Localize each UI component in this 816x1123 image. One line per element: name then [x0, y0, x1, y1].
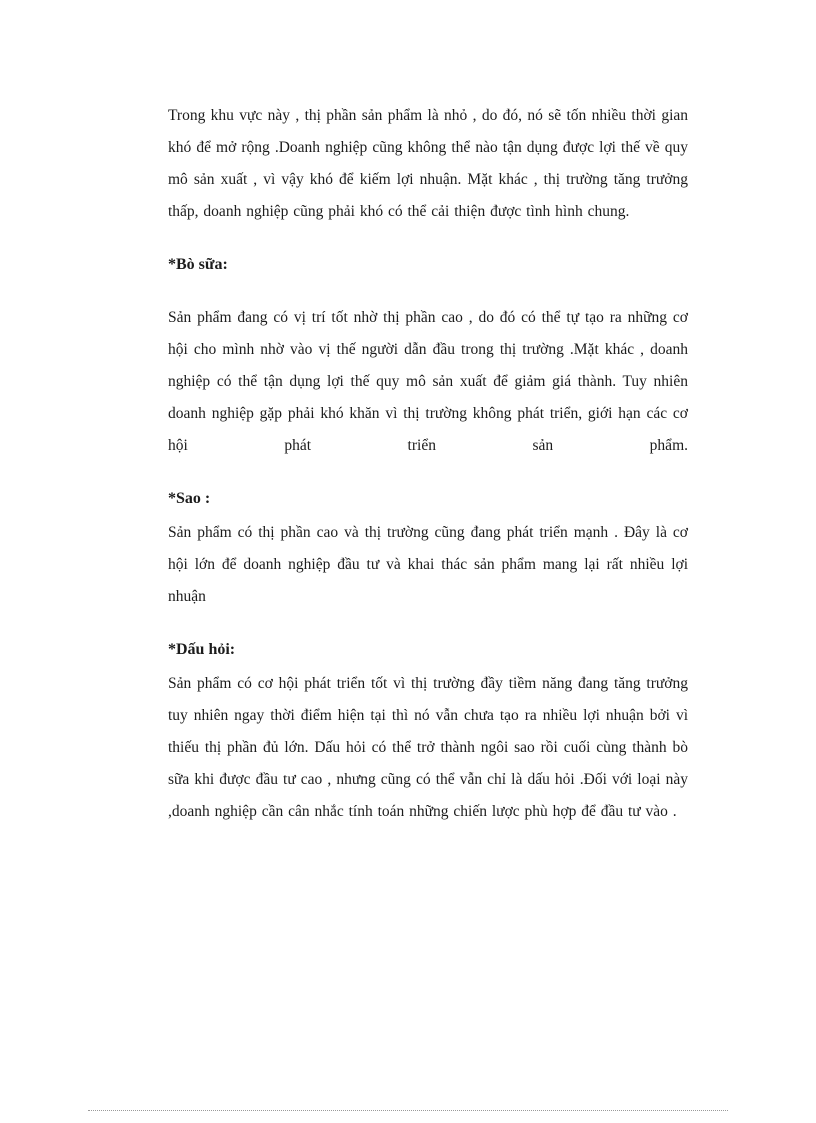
heading-cash-cow: *Bò sữa: — [168, 256, 228, 273]
paragraph-dog-quadrant: Trong khu vực này , thị phần sản phẩm là nhỏ , do đó, nó sẽ tốn nhiều thời gian khó để mở rộng .Doanh nghiệp cũng không thể nào tận dụng được lợi thế về quy mô sản xuất , vì vậy khó để kiếm lợi nhuận. Mặt khác , thị trường tăng trưởng thấp, doanh nghiệp cũng phải khó có thể cải thiện được tình hình chung. — [168, 107, 688, 220]
paragraph-question-mark: Sản phẩm có cơ hội phát triển tốt vì thị trường đầy tiềm năng đang tăng trưởng tuy nhiên ngay thời điểm hiện tại thì nó vẫn chưa tạo ra nhiều lợi nhuận bởi vì thiếu thị phần đủ lớn. Dấu hỏi có thể trở thành ngôi sao rồi cuối cùng thành bò sữa khi được đầu tư cao , nhưng cũng có thể vẫn chỉ là dấu hỏi .Đối với loại này ,doanh nghiệp cần cân nhắc tính toán những chiến lược phù hợp để đầu tư vào . — [168, 675, 688, 820]
document-body — [168, 100, 688, 849]
heading-star: *Sao : — [168, 490, 211, 507]
heading-question-mark: *Dấu hỏi: — [168, 641, 236, 658]
paragraph-star: Sản phẩm có thị phần cao và thị trường cũng đang phát triển mạnh . Đây là cơ hội lớn để doanh nghiệp đầu tư và khai thác sản phẩm mang lại rất nhiều lợi nhuận — [168, 524, 688, 605]
footer-divider — [88, 1110, 728, 1111]
paragraph-cash-cow: Sản phẩm đang có vị trí tốt nhờ thị phần cao , do đó có thể tự tạo ra những cơ hội cho mình nhờ vào vị thế người dẫn đầu trong thị trường .Mặt khác , doanh nghiệp có thể tận dụng lợi thế quy mô sản xuất để giảm giá thành. Tuy nhiên doanh nghiệp gặp phải khó khăn vì thị trường không phát triển, giới hạn các cơ hội phát triển sản phẩm. — [168, 309, 688, 454]
